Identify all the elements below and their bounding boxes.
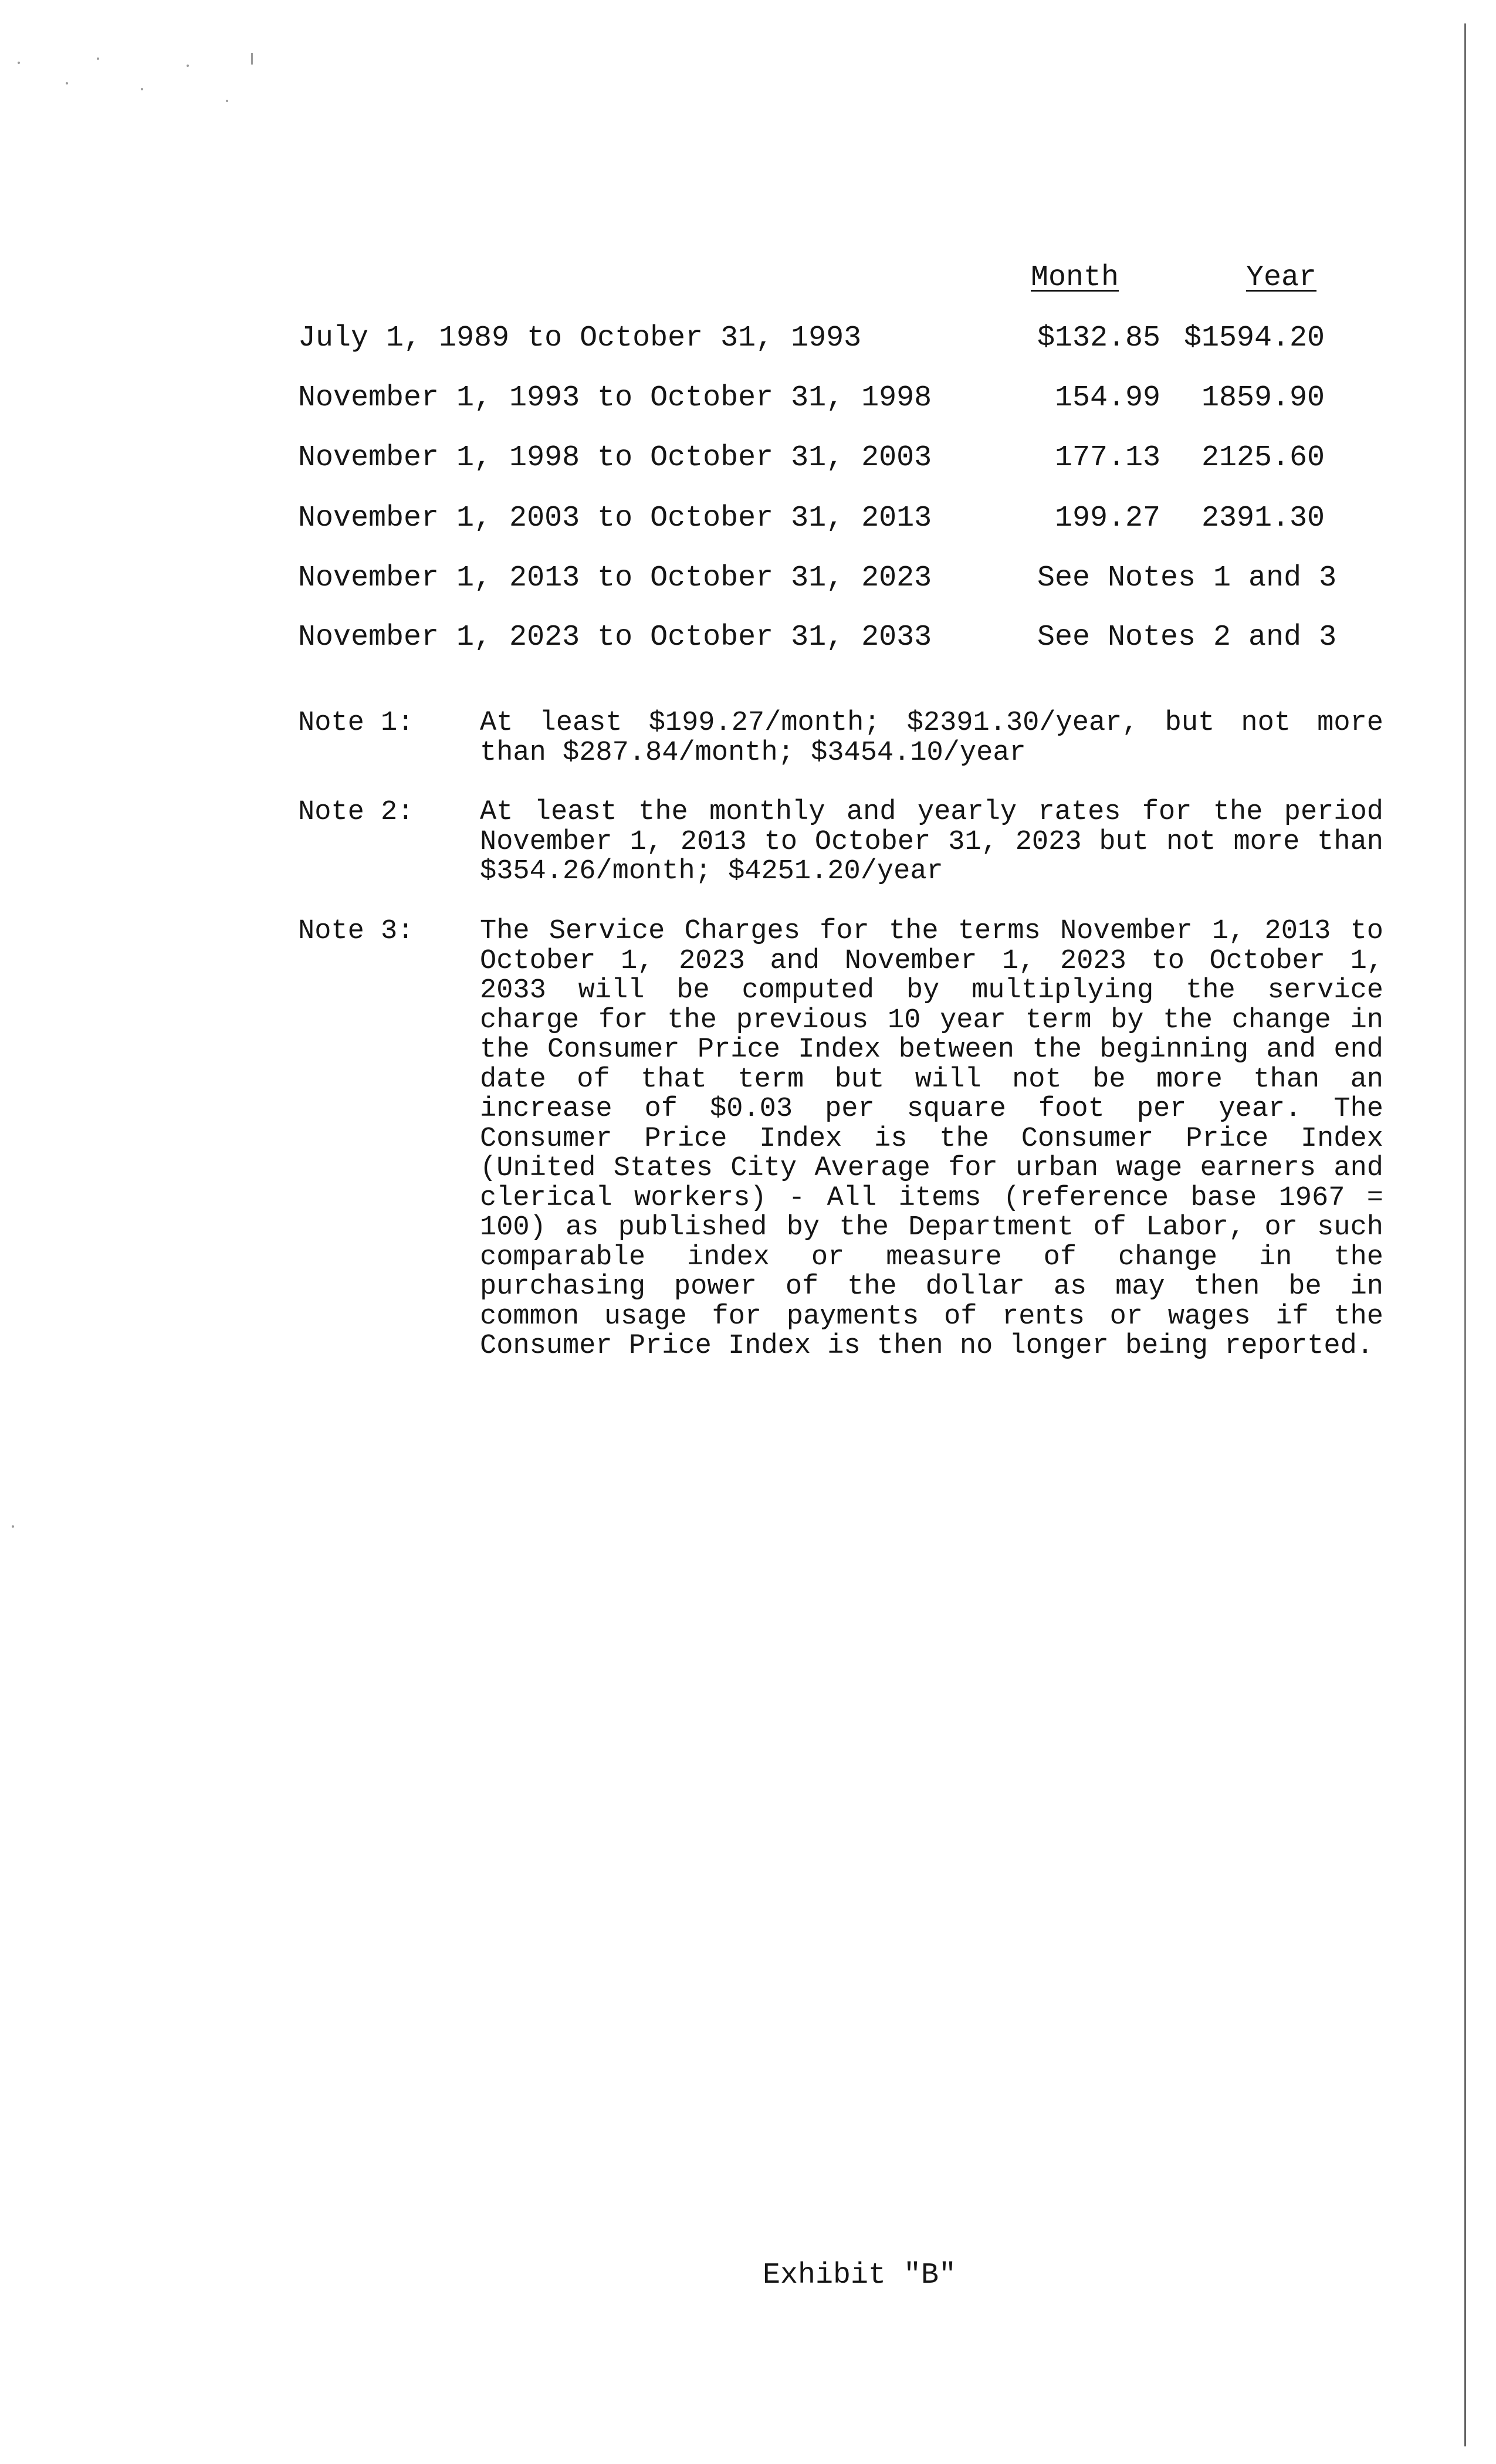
rate-row bbox=[298, 321, 1413, 357]
note-label: Note 3: bbox=[298, 916, 414, 947]
rate-row bbox=[298, 621, 1413, 656]
rate-period: November 1, 1998 to October 31, 2003 bbox=[298, 441, 932, 475]
note-text: At least $199.27/month; $2391.30/year, but not more than $287.84/month; $3454.10/year bbox=[480, 708, 1383, 769]
rate-year: 2125.60 bbox=[1201, 441, 1325, 475]
rate-row bbox=[298, 561, 1413, 597]
rate-notes-reference: See Notes 1 and 3 bbox=[1037, 561, 1337, 595]
rate-row bbox=[298, 502, 1413, 537]
rate-period: November 1, 2023 to October 31, 2033 bbox=[298, 621, 932, 654]
exhibit-label: Exhibit "B" bbox=[762, 2259, 957, 2292]
note-label: Note 1: bbox=[298, 708, 414, 739]
rate-month: 177.13 bbox=[1054, 441, 1160, 475]
rate-notes-reference: See Notes 2 and 3 bbox=[1037, 621, 1337, 654]
rate-month: $132.85 bbox=[1037, 321, 1160, 355]
rate-month: 199.27 bbox=[1054, 502, 1160, 535]
rate-period: November 1, 2013 to October 31, 2023 bbox=[298, 561, 932, 595]
scan-edge-line bbox=[1464, 23, 1466, 2446]
rate-year: 2391.30 bbox=[1201, 502, 1325, 535]
rate-row bbox=[298, 441, 1413, 476]
rate-period: November 1, 1993 to October 31, 1998 bbox=[298, 381, 932, 415]
rate-period: November 1, 2003 to October 31, 2013 bbox=[298, 502, 932, 535]
rate-month: 154.99 bbox=[1054, 381, 1160, 415]
rate-year: 1859.90 bbox=[1201, 381, 1325, 415]
rate-row bbox=[298, 381, 1413, 417]
rate-year: $1594.20 bbox=[1183, 321, 1325, 355]
rate-period: July 1, 1989 to October 31, 1993 bbox=[298, 321, 862, 355]
note-text: At least the monthly and yearly rates for the period November 1, 2013 to October 31, 2023 but not more than $354.26/month; $4251.20/year bbox=[480, 797, 1383, 887]
note-text: The Service Charges for the terms November 1, 2013 to October 1, 2023 and November 1, 2023 to October 1, 2033 will be computed by multiplying the service charge for the previous 10 year term by the change in the Consumer Price Index between the beginning and end date of that term but will not be more than an increase of $0.03 per square foot per year. The Consumer Price Index is the Consumer Price Index (United States City Average for urban wage earners and clerical workers) - All items (reference base 1967 = 100) as published by the Department of Labor, or such comparable index or measure of change in the purchasing power of the dollar as may then be in common usage for payments of rents or wages if the Consumer Price Index is then no longer being reported. bbox=[480, 916, 1383, 1362]
column-header-year: Year bbox=[1246, 261, 1317, 295]
column-header-month: Month bbox=[1031, 261, 1119, 295]
note-label: Note 2: bbox=[298, 797, 414, 828]
